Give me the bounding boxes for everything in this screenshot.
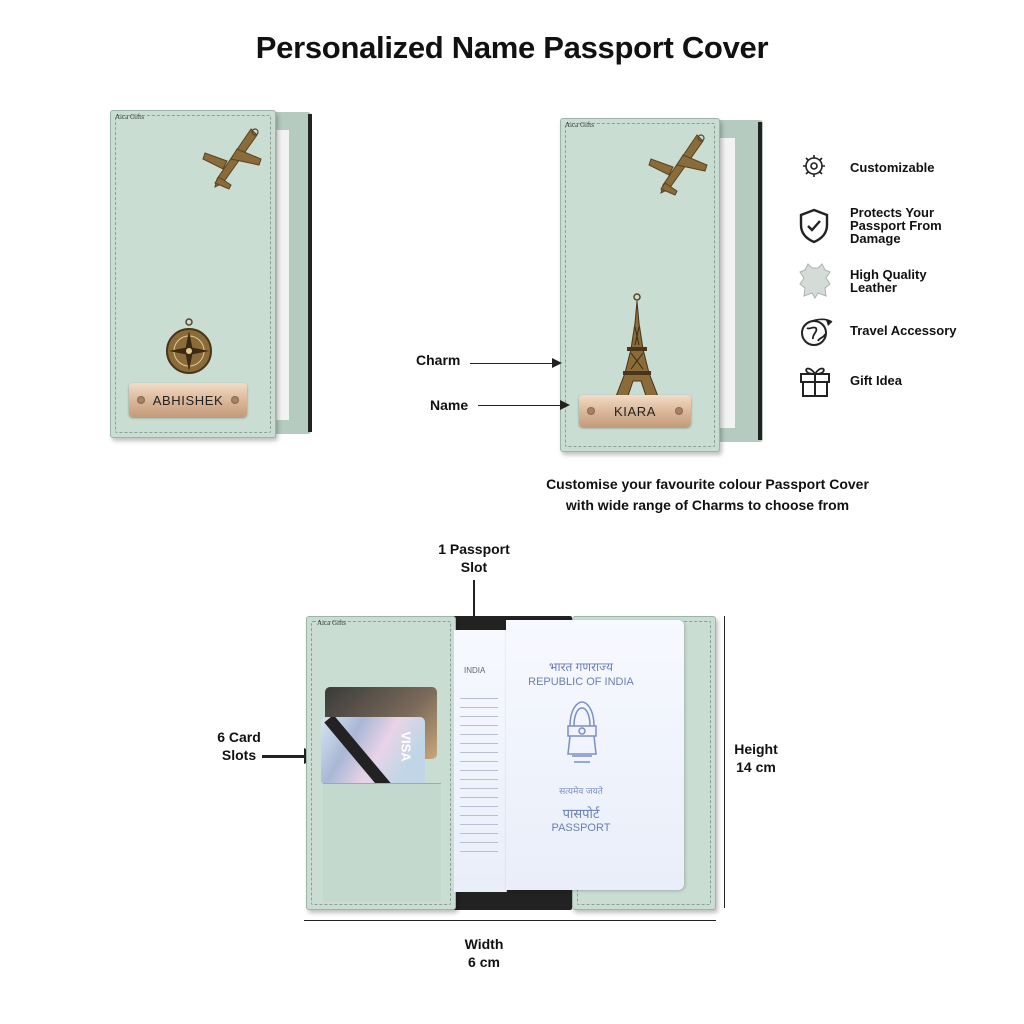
- features-list: [796, 150, 1016, 410]
- card-stripe: [324, 717, 397, 785]
- brand-label: Aica Gifts: [565, 121, 594, 129]
- arrow-head-icon: [552, 358, 562, 368]
- airplane-charm-icon: [647, 131, 711, 203]
- globe-airplane-icon: [798, 316, 834, 348]
- name-callout-arrow: [478, 405, 564, 406]
- feature-item: [796, 362, 1016, 400]
- width-dimension-line: [304, 920, 716, 921]
- passport-hindi-label: पासपोर्ट: [562, 806, 600, 821]
- card-slots-line-2: Slots: [221, 747, 257, 763]
- width-line-2: 6 cm: [468, 954, 500, 970]
- cover-front: [560, 118, 720, 452]
- feature-label: Customizable: [850, 160, 935, 175]
- passport-right-page: [506, 620, 684, 890]
- arrow-head-icon: [560, 400, 570, 410]
- feature-item: [796, 206, 1016, 250]
- feature-item: [796, 314, 1016, 350]
- passport-label: PASSPORT: [551, 822, 611, 834]
- feature-label: Gift Idea: [850, 373, 903, 388]
- page-title: Personalized Name Passport Cover: [255, 30, 769, 65]
- cover-spine: [308, 114, 312, 432]
- passport-hindi-country: भारत गणराज्य: [549, 660, 613, 674]
- card-pocket: [323, 783, 441, 902]
- feature-label: Protects Your Passport From Damage: [850, 205, 942, 246]
- name-plate-text: KIARA: [613, 403, 656, 419]
- width-line-1: Width: [464, 936, 504, 952]
- passport-motto: सत्यमेव जयते: [559, 786, 603, 796]
- name-plate-text: ABHISHEK: [152, 392, 224, 408]
- brand-label: Aica Gifts: [115, 113, 144, 121]
- card-front: [321, 717, 425, 785]
- caption-line-1: Customise your favourite colour Passport Cover: [546, 476, 869, 492]
- name-plate: [129, 383, 247, 417]
- charm-callout-arrow: [470, 363, 556, 364]
- cover-pages: [276, 130, 289, 420]
- width-label: [448, 935, 520, 971]
- passport-slot-line-2: Slot: [460, 559, 488, 575]
- leather-hide-icon: [798, 262, 832, 300]
- customise-caption: [500, 474, 915, 516]
- passport-left-page: [454, 630, 507, 892]
- eiffel-tower-charm-icon: [613, 293, 661, 403]
- passport-slot-label: [410, 540, 538, 576]
- gear-hand-icon: [798, 152, 828, 182]
- national-emblem-icon: [562, 696, 602, 778]
- card-slots-line-1: 6 Card: [217, 729, 261, 745]
- passport-left-header: INDIA: [464, 666, 486, 675]
- feature-item: [796, 150, 1016, 184]
- passport-left-lines: [460, 690, 498, 860]
- passport-slot-line-1: 1 Passport: [438, 541, 510, 557]
- gift-box-icon: [798, 362, 832, 398]
- brand-label: Aica Gifts: [317, 619, 346, 627]
- card-slots-label: [200, 728, 278, 764]
- feature-label: Travel Accessory: [850, 323, 957, 338]
- feature-label: High Quality Leather: [850, 267, 927, 295]
- charm-callout-label: Charm: [416, 352, 461, 368]
- compass-charm-icon: [163, 317, 215, 379]
- name-callout-label: Name: [430, 397, 469, 413]
- height-line-2: 14 cm: [736, 759, 776, 775]
- name-plate: [579, 395, 691, 427]
- card-visa-text: VISA: [398, 731, 414, 762]
- passport-country: REPUBLIC OF INDIA: [528, 676, 634, 688]
- feature-item: [796, 262, 1016, 302]
- card-slots-arrow: [262, 755, 308, 758]
- passport-cover-abhishek: [108, 110, 318, 442]
- plate-rivet-right: [231, 396, 239, 404]
- left-inner-panel: [306, 616, 456, 910]
- height-line-1: Height: [734, 741, 778, 757]
- passport-cover-kiara: [558, 118, 768, 448]
- cover-spine: [758, 122, 762, 440]
- caption-line-2: with wide range of Charms to choose from: [565, 497, 850, 513]
- airplane-charm-icon: [201, 125, 265, 197]
- plate-rivet-left: [587, 407, 595, 415]
- cover-front: [110, 110, 276, 438]
- cover-pages: [718, 138, 735, 428]
- plate-rivet-left: [137, 396, 145, 404]
- open-passport-cover: [306, 616, 716, 910]
- shield-check-icon: [798, 208, 830, 244]
- height-label: [726, 740, 786, 776]
- plate-rivet-right: [675, 407, 683, 415]
- height-dimension-line: [724, 616, 725, 908]
